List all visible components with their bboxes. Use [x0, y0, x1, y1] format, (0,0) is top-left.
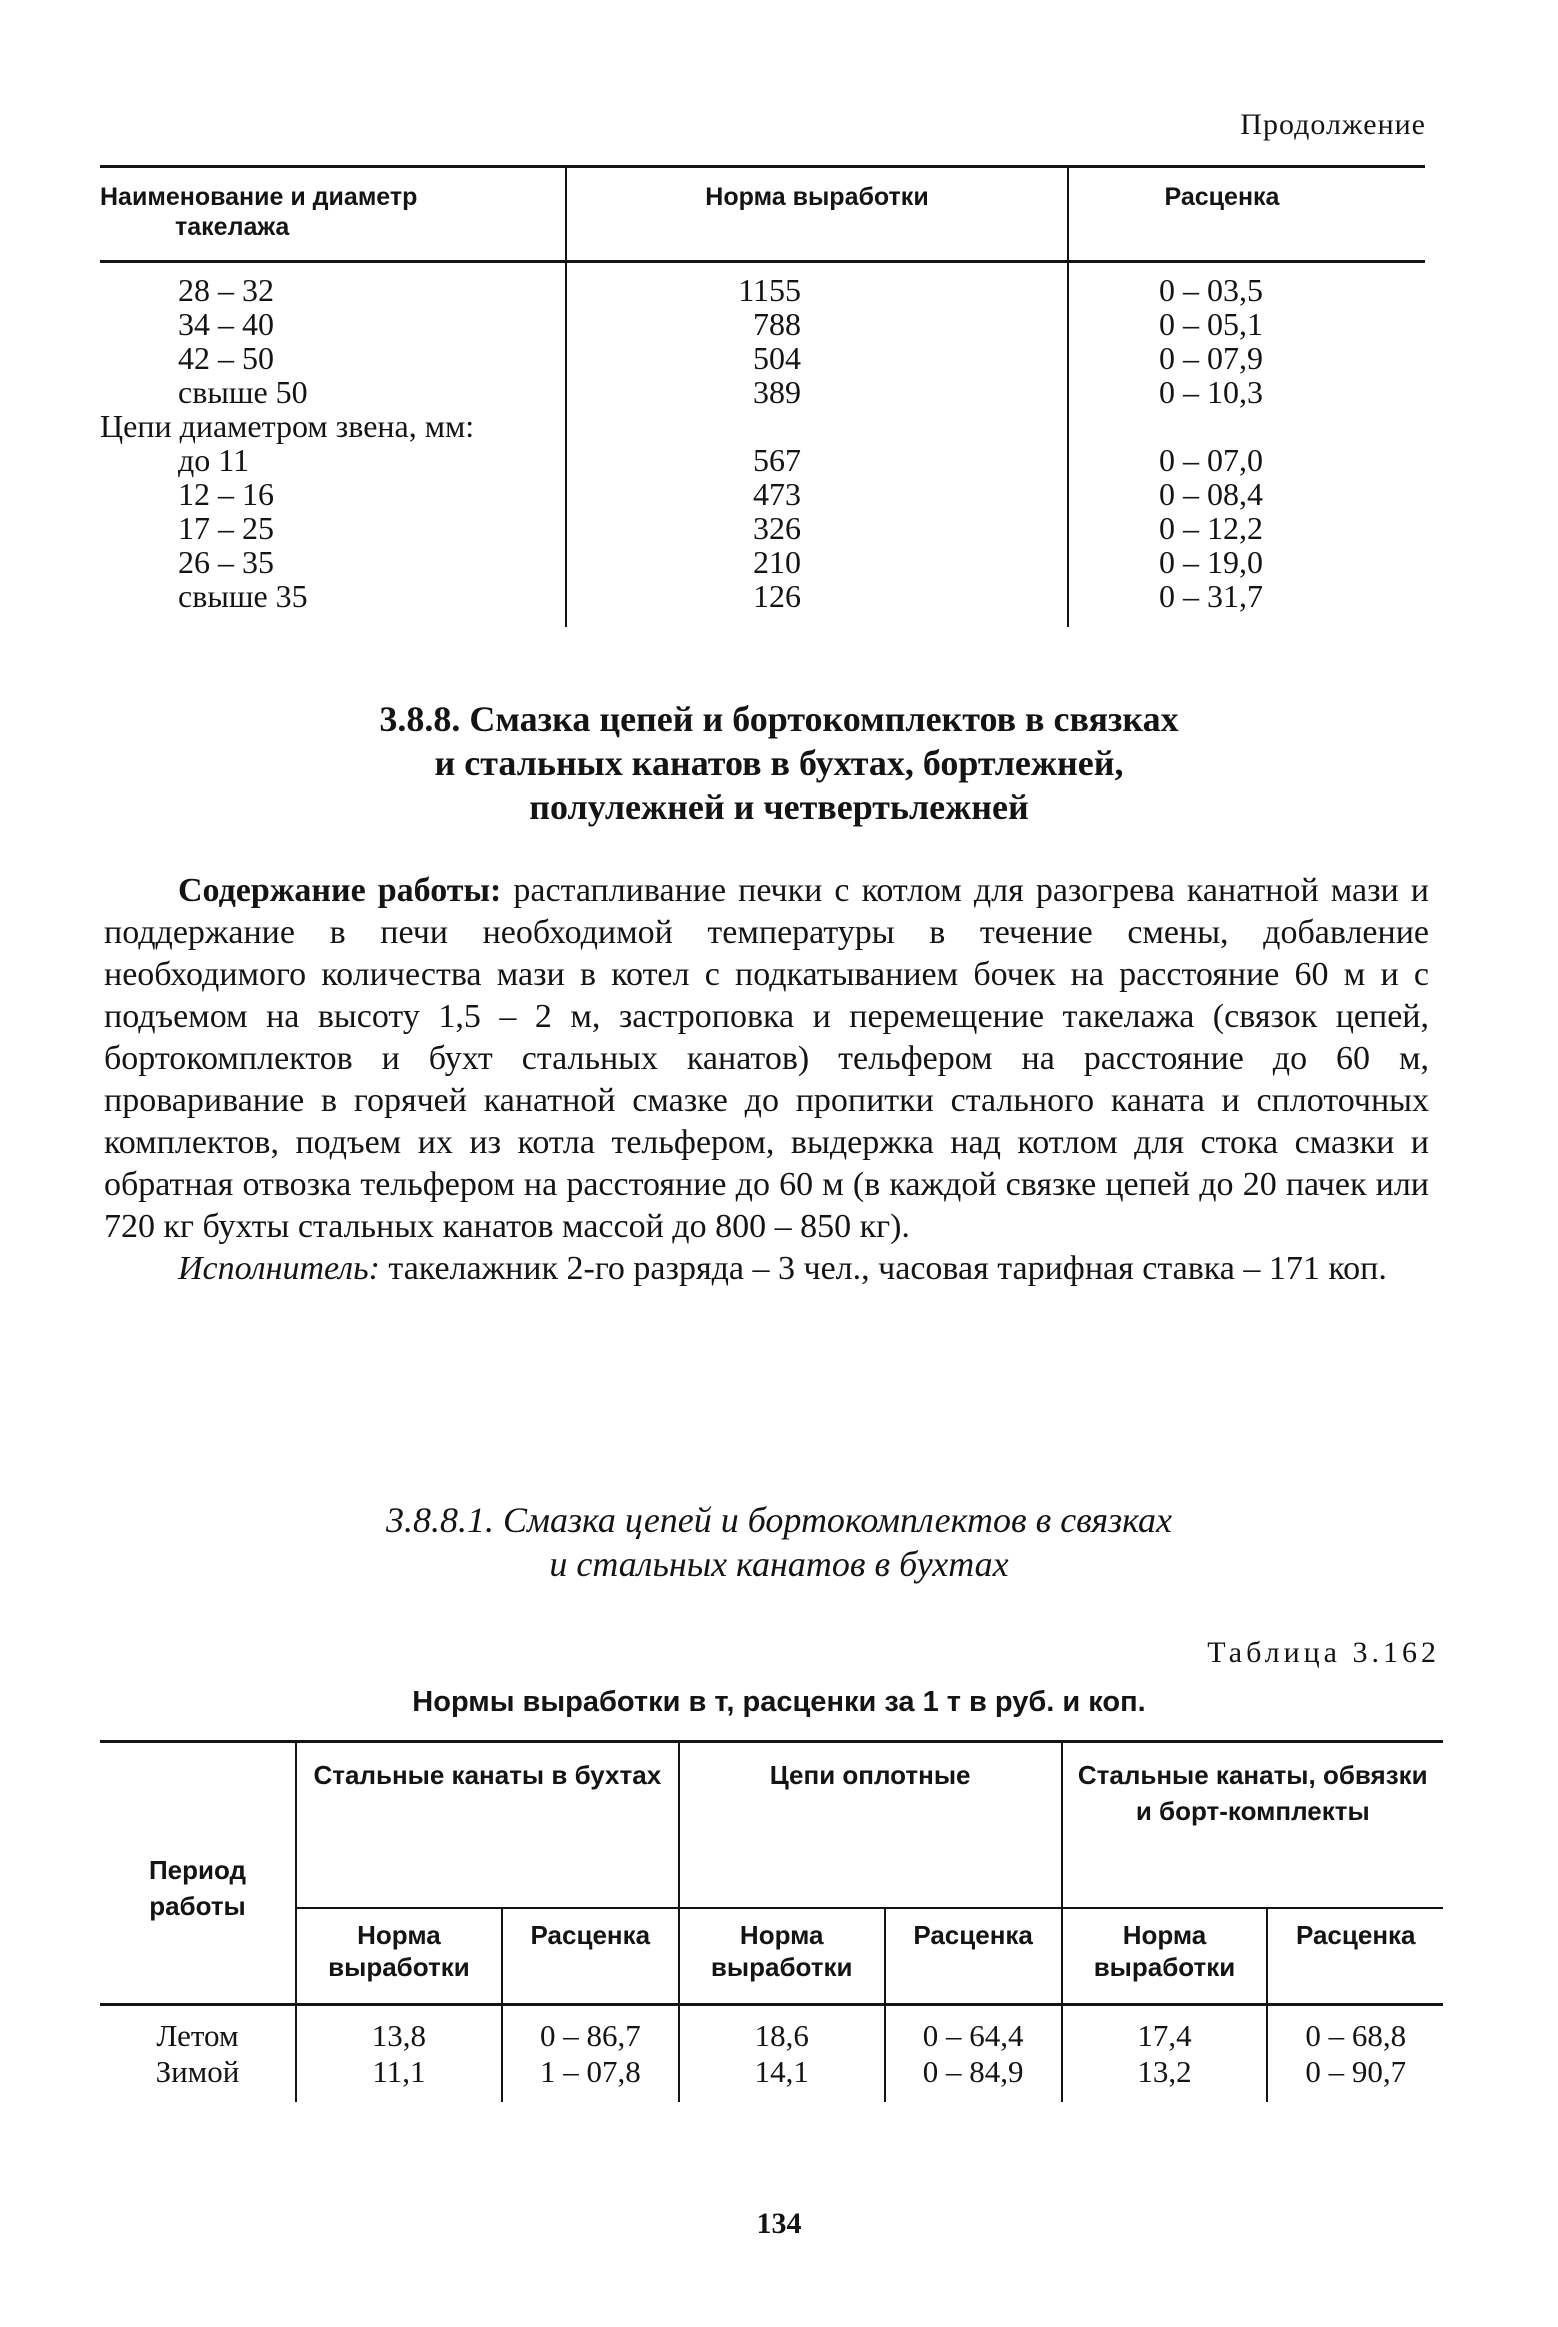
norm-cell: [566, 545, 1068, 579]
norm-value: 504: [753, 340, 801, 376]
rigging-norms-table: [100, 165, 1425, 627]
period-header: Период работы: [100, 1742, 296, 2005]
work-content-label: Содержание работы:: [178, 872, 502, 909]
norm-value: 210: [753, 544, 801, 580]
rate-cell: 0 – 07,0: [1159, 442, 1263, 478]
table-row: [100, 262, 1425, 308]
item-name-cell: свыше 35: [100, 579, 566, 627]
norm-cell: [566, 477, 1068, 511]
norm-cell: [566, 443, 1068, 477]
item-name-cell: Цепи диаметром звена, мм:: [100, 409, 566, 443]
value-cell: 17,4: [1062, 2005, 1268, 2055]
table-row: [100, 2054, 1443, 2102]
table-number: Таблица 3.162: [1207, 1636, 1440, 1669]
group-header-ropes-sets: Стальные канаты, обвязки и борт-комплекты: [1062, 1742, 1443, 1909]
value-cell: 0 – 84,9: [885, 2054, 1062, 2102]
norm-value: 788: [753, 306, 801, 342]
sub-header-norm: Норма выработки: [1062, 1908, 1268, 2005]
norm-value: 389: [753, 374, 801, 410]
norm-cell: [566, 409, 1068, 443]
table-header-row: [100, 167, 1425, 262]
item-name-cell: 42 – 50: [100, 341, 566, 375]
rate-cell: 0 – 05,1: [1159, 306, 1263, 342]
lubrication-norms-table: [100, 1740, 1443, 2102]
section-body: [104, 870, 1429, 1290]
norm-value: 126: [753, 578, 801, 614]
value-cell: 0 – 68,8: [1305, 2018, 1407, 2053]
item-name-cell: 17 – 25: [100, 511, 566, 545]
sub-header-row: [100, 1908, 1443, 2005]
norm-value: 326: [753, 510, 801, 546]
table-row: [100, 307, 1425, 341]
value-cell: 0 – 64,4: [885, 2005, 1062, 2055]
rate-cell: 0 – 12,2: [1159, 510, 1263, 546]
item-name-cell: 34 – 40: [100, 307, 566, 341]
page-number: 134: [756, 2207, 802, 2240]
norm-cell: [566, 262, 1068, 308]
rate-cell: 0 – 10,3: [1159, 374, 1263, 410]
performer-label: Исполнитель:: [178, 1250, 380, 1287]
norm-cell: [566, 511, 1068, 545]
value-cell: 1 – 07,8: [502, 2054, 679, 2102]
sub-header-norm: Норма выработки: [296, 1908, 502, 2005]
period-cell: Зимой: [100, 2054, 296, 2102]
table-row: [100, 341, 1425, 375]
table-row: [100, 443, 1425, 477]
sub-header-norm: Норма выработки: [679, 1908, 885, 2005]
value-cell: 13,8: [296, 2005, 502, 2055]
sub-header-rate: Расценка: [885, 1908, 1062, 2005]
rate-cell: 0 – 08,4: [1159, 476, 1263, 512]
value-cell: 0 – 90,7: [1305, 2054, 1407, 2089]
col-header-name: Наименование и диаметр такелажа: [100, 167, 566, 262]
rate-cell: 0 – 07,9: [1159, 340, 1263, 376]
table-row: [100, 477, 1425, 511]
group-header-ropes-coils: Стальные канаты в бухтах: [296, 1742, 679, 1909]
table-row: [100, 2005, 1443, 2055]
table-row: [100, 545, 1425, 579]
norm-cell: [566, 579, 1068, 627]
col-header-rate: Расценка: [1068, 167, 1425, 262]
work-content-text: растапливание печки с котлом для разогрева канатной мази и поддержание в печи необходимой температуры в течение смены, добавление необходимого количества мази в котел с подкатыванием бочек на расстояние 60 м и с подъемом на высоту 1,5 – 2 м, застроповка и перемещение такелажа (связок цепей, бортокомплектов и бухт стальных канатов) тельфером на расстояние до 60 м, проваривание в горячей канатной смазке до пропитки стального каната и сплоточных комплектов, подъем их из котла тельфером, выдержка над котлом для стока смазки и обратная отвозка тельфером на расстояние до 60 м (в каждой связке цепей до 20 пачек или 720 кг бухты стальных канатов массой до 800 – 850 кг).: [104, 872, 1430, 1245]
item-name-cell: 12 – 16: [100, 477, 566, 511]
rate-cell: 0 – 19,0: [1159, 544, 1263, 580]
table-caption: Нормы выработки в т, расценки за 1 т в руб. и коп.: [412, 1686, 1146, 1718]
table-row: [100, 375, 1425, 409]
item-name-cell: свыше 50: [100, 375, 566, 409]
norm-cell: [566, 375, 1068, 409]
item-name-cell: до 11: [100, 443, 566, 477]
value-cell: 14,1: [679, 2054, 885, 2102]
group-header-chains: Цепи оплотные: [679, 1742, 1062, 1909]
value-cell: 18,6: [679, 2005, 885, 2055]
period-cell: Летом: [100, 2005, 296, 2055]
table-row: [100, 579, 1425, 627]
rate-cell: [1068, 409, 1425, 443]
rate-cell: 0 – 03,5: [1159, 272, 1263, 308]
performer-paragraph: [104, 1248, 1429, 1290]
norm-value: 567: [753, 442, 801, 478]
sub-header-rate: Расценка: [1267, 1908, 1443, 2005]
item-name-cell: 28 – 32: [100, 262, 566, 308]
work-content-paragraph: [104, 870, 1429, 1248]
table-row: [100, 511, 1425, 545]
table-row: [100, 409, 1425, 443]
performer-text: такелажник 2-го разряда – 3 чел., часовая тарифная ставка – 171 коп.: [388, 1250, 1387, 1287]
norm-cell: [566, 307, 1068, 341]
col-header-norm: Норма выработки: [566, 167, 1068, 262]
value-cell: 0 – 86,7: [502, 2005, 679, 2055]
item-name-cell: 26 – 35: [100, 545, 566, 579]
value-cell: 13,2: [1062, 2054, 1268, 2102]
continuation-label: Продолжение: [1240, 108, 1426, 141]
subsection-title: 3.8.8.1. Смазка цепей и бортокомплектов в связках и стальных канатов в бухтах: [385, 1500, 1173, 1584]
rate-cell: 0 – 31,7: [1159, 578, 1263, 614]
norm-value: 1155: [738, 272, 801, 308]
section-title: 3.8.8. Смазка цепей и бортокомплектов в связках и стальных канатов в бухтах, бортлежней, полулежней и четвертьлежней: [379, 699, 1179, 827]
value-cell: 11,1: [296, 2054, 502, 2102]
sub-header-rate: Расценка: [502, 1908, 679, 2005]
norm-cell: [566, 341, 1068, 375]
norm-value: 473: [753, 476, 801, 512]
group-header-row: [100, 1742, 1443, 1909]
